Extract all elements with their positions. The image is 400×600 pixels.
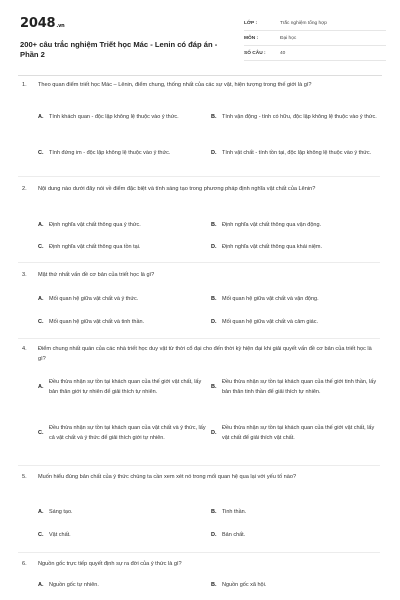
answer-option[interactable] <box>211 507 379 517</box>
option-text: Đều thừa nhận sự tồn tại khách quan của thế giới vật chất, lấy bản thân giới tự nhiên để giải thích tự nhiên. <box>49 379 202 395</box>
meta-value: Trắc nghiệm tổng hợp <box>280 20 327 26</box>
question-text-row <box>18 344 380 364</box>
question-number: 4. <box>22 346 27 352</box>
option-text: Sáng tạo. <box>49 509 73 515</box>
question-text: Theo quan điểm triết học Mác – Lênin, điểm chung, thống nhất của các sự vật, hiện tượng trong thế giới là gì? <box>38 82 312 88</box>
question-item <box>18 559 380 569</box>
option-text: Đều thừa nhận sự tồn tại khách quan của thế giới tinh thần, lấy bản thân tinh thần để giải thích tự nhiên. <box>222 379 377 395</box>
answer-option[interactable] <box>211 423 379 443</box>
question-item <box>18 184 380 194</box>
answer-option[interactable] <box>38 317 206 327</box>
page-title: 200+ câu trắc nghiệm Triết học Mác - Lenin có đáp án - Phần 2 <box>20 40 218 59</box>
meta-label: LỚP : <box>244 20 258 26</box>
option-key: D. <box>211 430 217 436</box>
question-text-row <box>18 559 380 569</box>
option-key: C. <box>38 244 44 250</box>
option-key: B. <box>211 384 217 390</box>
option-key: C. <box>38 532 44 538</box>
option-text: Mối quan hệ giữa vật chất và ý thức. <box>49 296 139 302</box>
answer-option[interactable] <box>38 220 206 230</box>
meta-label: SỐ CÂU : <box>244 50 266 56</box>
answer-option[interactable] <box>211 148 379 158</box>
question-text: Muốn hiểu đúng bản chất của ý thức chúng ta cần xem xét nó trong mối quan hệ qua lại với yếu tố nào? <box>38 474 297 480</box>
question-item <box>18 270 380 280</box>
question-number: 6. <box>22 561 27 567</box>
option-key: D. <box>211 319 217 325</box>
answer-option[interactable] <box>38 242 206 252</box>
answer-option[interactable] <box>38 580 206 590</box>
option-text: Định nghĩa vật chất thông qua ý thức. <box>49 222 141 228</box>
question-text-row <box>18 472 380 482</box>
answer-option[interactable] <box>211 112 379 122</box>
question-text: Nội dung nào dưới đây nói về điểm đặc biệt và tính sáng tạo trong phương pháp định nghĩa vật chất của Lênin? <box>38 186 316 192</box>
answer-option[interactable] <box>211 220 379 230</box>
answer-option[interactable] <box>38 112 206 122</box>
option-key: C. <box>38 150 44 156</box>
option-text: Tính vận động - tính có hữu, độc lập không lệ thuộc vào ý thức. <box>222 114 377 120</box>
page-header <box>18 14 382 80</box>
answer-option[interactable] <box>38 423 206 443</box>
option-key: A. <box>38 296 44 302</box>
meta-value: 40 <box>280 50 286 56</box>
answer-option[interactable] <box>211 377 379 397</box>
answer-option[interactable] <box>211 242 379 252</box>
answer-option[interactable] <box>38 377 206 397</box>
option-key: C. <box>38 319 44 325</box>
option-text: Tính đứng im - độc lập không lệ thuộc vào ý thức. <box>49 150 171 156</box>
option-key: B. <box>211 114 217 120</box>
option-key: C. <box>38 430 44 436</box>
meta-row-class <box>244 16 386 31</box>
answer-option[interactable] <box>211 530 379 540</box>
option-key: B. <box>211 222 217 228</box>
question-divider <box>18 465 380 466</box>
answer-option[interactable] <box>211 317 379 327</box>
question-text: Nguồn gốc trực tiếp quyết định sự ra đời của ý thức là gì? <box>38 561 182 567</box>
option-text: Định nghĩa vật chất thông qua vận động. <box>222 222 322 228</box>
option-text: Bản chất. <box>222 532 246 538</box>
answer-option[interactable] <box>38 148 206 158</box>
meta-row-count <box>244 46 386 61</box>
option-key: A. <box>38 384 44 390</box>
question-number: 2. <box>22 186 27 192</box>
option-key: A. <box>38 582 44 588</box>
question-divider <box>18 338 380 339</box>
question-number: 5. <box>22 474 27 480</box>
question-item <box>18 344 380 364</box>
option-key: B. <box>211 509 217 515</box>
option-key: D. <box>211 532 217 538</box>
meta-row-subject <box>244 31 386 46</box>
option-text: Định nghĩa vật chất thông qua khái niệm. <box>222 244 322 250</box>
answer-option[interactable] <box>38 294 206 304</box>
option-text: Định nghĩa vật chất thông qua tồn tại. <box>49 244 141 250</box>
answer-option[interactable] <box>38 507 206 517</box>
header-divider <box>18 75 382 76</box>
option-key: A. <box>38 222 44 228</box>
option-text: Đều thừa nhận sự tồn tại khách quan của thế giới vật chất, lấy vật chất để giải thích vật chất. <box>222 425 375 441</box>
question-item <box>18 472 380 482</box>
question-item <box>18 80 380 90</box>
option-text: Mối quan hệ giữa vật chất và tinh thần. <box>49 319 145 325</box>
answer-option[interactable] <box>211 294 379 304</box>
option-text: Mối quan hệ giữa vật chất và cảm giác. <box>222 319 319 325</box>
option-text: Tinh thần. <box>222 509 247 515</box>
question-divider <box>18 262 380 263</box>
option-key: A. <box>38 114 44 120</box>
question-number: 3. <box>22 272 27 278</box>
option-key: D. <box>211 244 217 250</box>
meta-value: Đại học <box>280 35 297 41</box>
option-text: Mối quan hệ giữa vật chất và vận động. <box>222 296 319 302</box>
logo-text: 2048 <box>20 16 56 31</box>
answer-option[interactable] <box>38 530 206 540</box>
question-divider <box>18 176 380 177</box>
question-text-row <box>18 80 380 90</box>
answer-option[interactable] <box>211 580 379 590</box>
option-key: B. <box>211 582 217 588</box>
option-key: B. <box>211 296 217 302</box>
option-key: D. <box>211 150 217 156</box>
question-text-row <box>18 270 380 280</box>
question-text: Mặt thứ nhất vấn đề cơ bản của triết học là gì? <box>38 272 155 278</box>
site-logo[interactable] <box>20 16 65 31</box>
option-text: Vật chất. <box>49 532 71 538</box>
question-text-row <box>18 184 380 194</box>
option-text: Nguồn gốc xã hội. <box>222 582 267 588</box>
option-text: Tính vật chất - tính tồn tại, độc lập không lệ thuộc vào ý thức. <box>222 150 372 156</box>
meta-label: MÔN : <box>244 35 259 41</box>
option-text: Nguồn gốc tự nhiên. <box>49 582 99 588</box>
question-divider <box>18 552 380 553</box>
option-text: Đều thừa nhận sự tồn tại khách quan của vật chất và ý thức, lấy cả vật chất và ý thức để giải thích giới tự nhiên. <box>49 425 206 441</box>
question-text: Điểm chung nhất quán của các nhà triết học duy vật từ thời cổ đại cho đến thời kỳ hiện đại khi giải quyết vấn đề cơ bản của triết học là gì? <box>38 346 372 362</box>
question-number: 1. <box>22 82 27 88</box>
meta-panel <box>244 16 386 61</box>
option-key: A. <box>38 509 44 515</box>
logo-suffix: .vn <box>56 23 65 29</box>
option-text: Tính khách quan - độc lập không lệ thuộc vào ý thức. <box>49 114 179 120</box>
